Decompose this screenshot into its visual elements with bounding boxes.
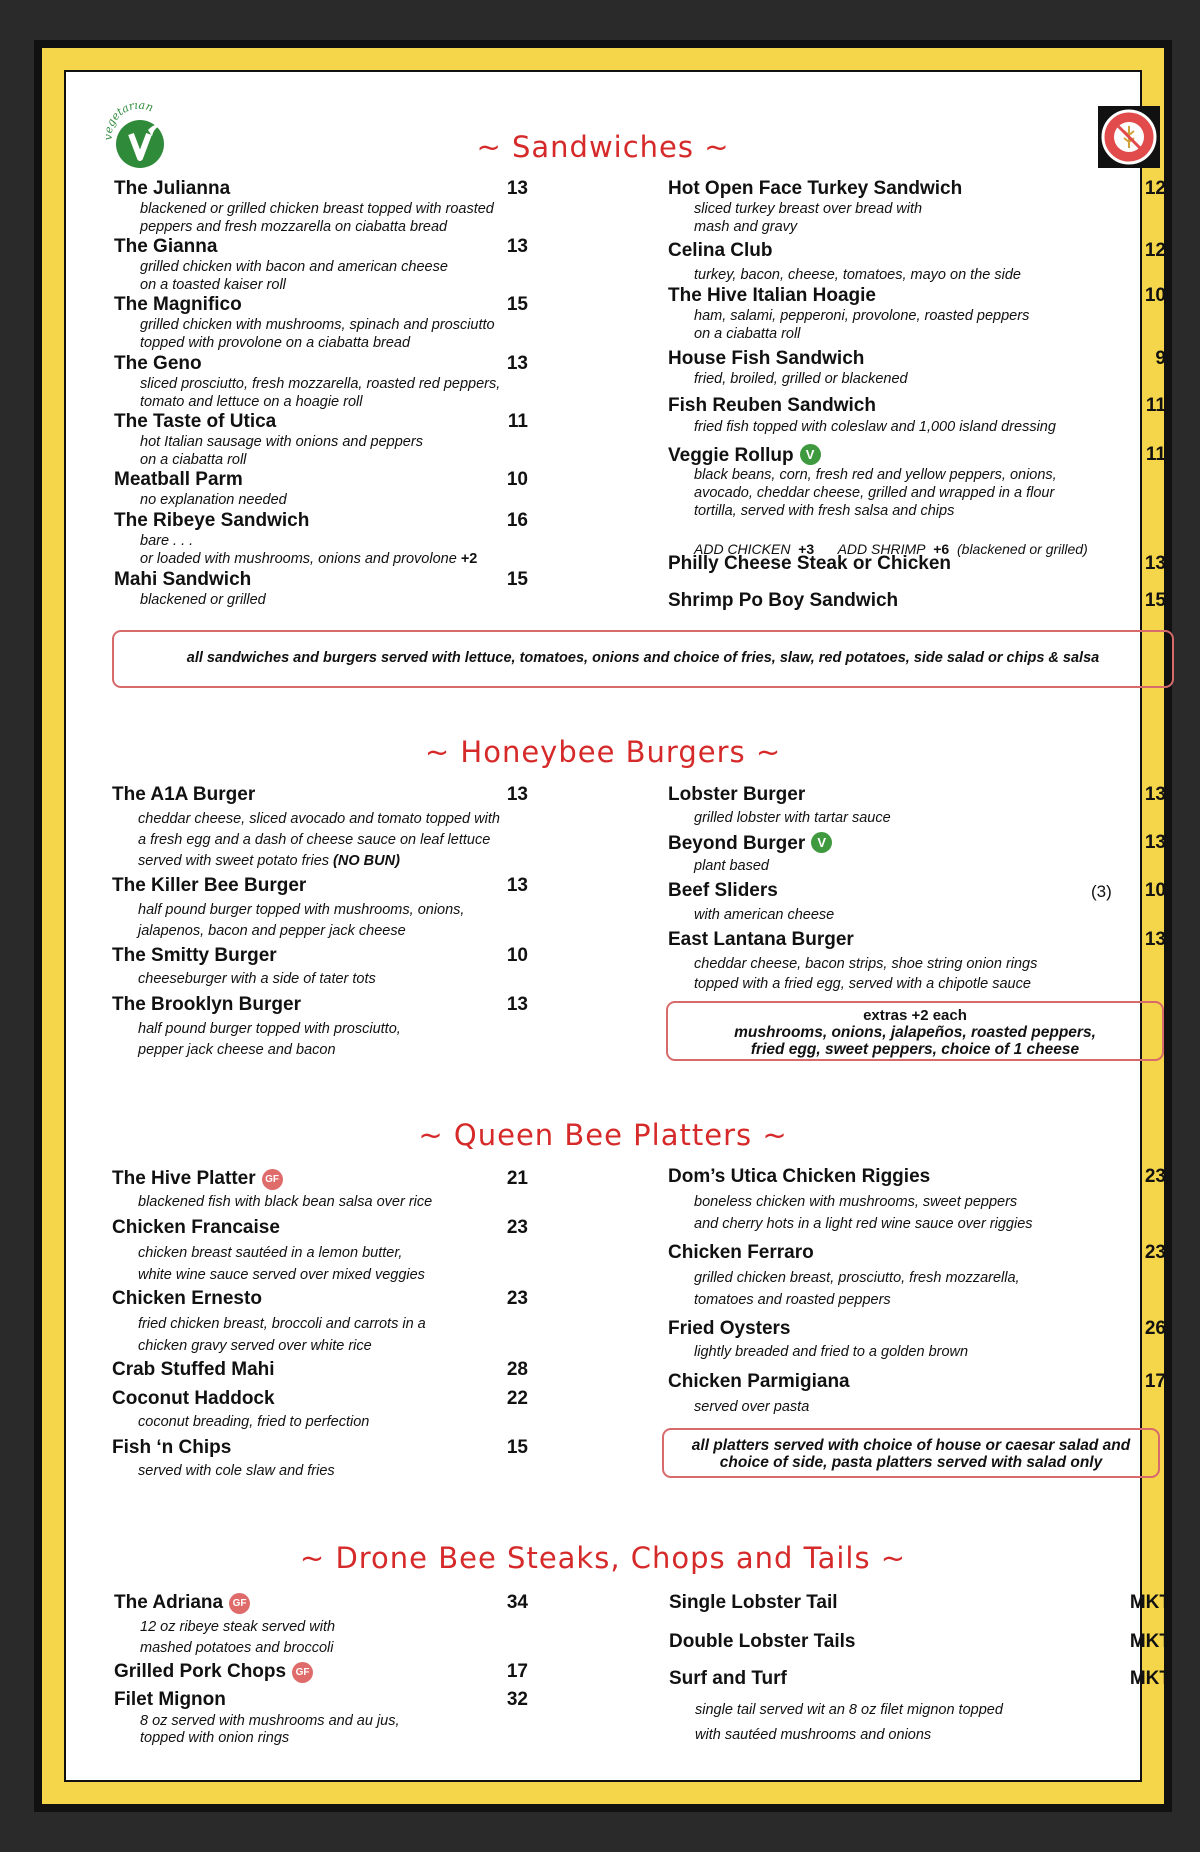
price: 23 (506, 1288, 528, 1309)
item-the-julianna: The Julianna (114, 178, 231, 199)
item-veggie-rollup: Veggie Rollup V (668, 444, 821, 467)
gluten-free-icon: GF (292, 1662, 313, 1683)
price: 13 (506, 875, 528, 896)
item-coconut-haddock: Coconut Haddock (112, 1388, 275, 1409)
slider-quantity: (3) (1091, 882, 1112, 901)
price: 21 (506, 1168, 528, 1189)
price: 15 (1144, 590, 1166, 611)
item-hive-platter: The Hive Platter GF (112, 1168, 283, 1190)
item-taste-of-utica: The Taste of Utica (114, 411, 277, 432)
price: 28 (506, 1359, 528, 1380)
sandwiches-note: all sandwiches and burgers served with lettuce, tomatoes, onions and choice of fries, slaw, red potatoes, side salad or chips & salsa (112, 630, 1174, 688)
item-chicken-parmigiana: Chicken Parmigiana (668, 1371, 850, 1392)
item-desc: 8 oz served with mushrooms and au jus, topped with onion rings (140, 1713, 400, 1746)
price: 10 (1144, 880, 1166, 901)
price: MKT (1129, 1631, 1171, 1652)
item-utica-chicken-riggies: Dom’s Utica Chicken Riggies (668, 1166, 931, 1187)
item-meatball-parm: Meatball Parm (114, 469, 243, 490)
price: 15 (506, 294, 528, 315)
item-smitty-burger: The Smitty Burger (112, 945, 277, 966)
platters-title: ~ Queen Bee Platters ~ (418, 1118, 788, 1152)
item-desc: black beans, corn, fresh red and yellow peppers, onions, avocado, cheddar cheese, grilled and wrapped in a flour tortilla, served with fresh salsa and chips (694, 467, 1057, 519)
item-a1a-burger: The A1A Burger (112, 784, 256, 805)
item-mahi-sandwich: Mahi Sandwich (114, 569, 252, 590)
item-desc: single tail served wit an 8 oz filet mignon topped with sautéed mushrooms and onions (695, 1702, 1003, 1743)
item-beef-sliders: Beef Sliders (668, 880, 778, 901)
extra-price: +2 (460, 551, 478, 567)
item-desc: turkey, bacon, cheese, tomatoes, mayo on the side (694, 267, 1021, 283)
item-brooklyn-burger: The Brooklyn Burger (112, 994, 301, 1015)
extras-list: mushrooms, onions, jalapeños, roasted peppers, fried egg, sweet peppers, choice of 1 cheese (734, 1024, 1096, 1058)
item-desc: sliced turkey breast over bread with mash and gravy (694, 201, 923, 235)
item-fish-n-chips: Fish ‘n Chips (112, 1437, 232, 1458)
price: 10 (506, 469, 528, 490)
price: 13 (506, 178, 528, 199)
price: 32 (506, 1689, 528, 1710)
item-desc: half pound burger topped with prosciutto, pepper jack cheese and bacon (138, 1021, 401, 1058)
price: 13 (506, 236, 528, 257)
price: 15 (506, 569, 528, 590)
item-italian-hoagie: The Hive Italian Hoagie (668, 285, 876, 306)
item-the-magnifico: The Magnifico (114, 294, 242, 315)
sandwiches-title: ~ Sandwiches ~ (476, 130, 730, 164)
item-desc: with american cheese (694, 907, 835, 923)
item-the-geno: The Geno (114, 353, 202, 374)
item-fish-reuben: Fish Reuben Sandwich (668, 395, 876, 416)
price: 10 (1144, 285, 1166, 306)
item-desc: grilled chicken breast, prosciutto, fresh mozzarella, tomatoes and roasted peppers (694, 1270, 1020, 1308)
burgers-title: ~ Honeybee Burgers ~ (424, 735, 782, 769)
item-grilled-pork-chops: Grilled Pork Chops GF (114, 1661, 313, 1683)
item-desc: served over pasta (694, 1399, 810, 1415)
price: 17 (506, 1661, 528, 1682)
menu-frame (34, 40, 1172, 1812)
item-chicken-francaise: Chicken Francaise (112, 1217, 280, 1238)
price: 16 (506, 510, 528, 531)
item-desc: or loaded with mushrooms, onions and provolone +2 (140, 551, 478, 567)
item-desc: grilled chicken with mushrooms, spinach and prosciutto topped with provolone on a ciabatta bread (140, 317, 495, 351)
item-desc: lightly breaded and fried to a golden brown (694, 1344, 969, 1360)
item-turkey-sandwich: Hot Open Face Turkey Sandwich (668, 178, 963, 199)
price: 9 (1155, 348, 1166, 369)
item-desc: bare . . . (140, 533, 194, 549)
item-filet-mignon: Filet Mignon (114, 1689, 226, 1710)
item-desc: grilled chicken with bacon and american cheese on a toasted kaiser roll (140, 259, 448, 293)
price: 13 (1144, 832, 1166, 853)
menu-page (64, 70, 1171, 1782)
price: 17 (1144, 1371, 1166, 1392)
price: 13 (506, 784, 528, 805)
item-celina-club: Celina Club (668, 240, 773, 261)
item-the-adriana: The Adriana GF (114, 1592, 250, 1614)
item-desc: 12 oz ribeye steak served with mashed potatoes and broccoli (140, 1619, 336, 1656)
item-desc: fried fish topped with coleslaw and 1,000 island dressing (694, 419, 1056, 435)
price: 12 (1144, 240, 1166, 261)
price: 23 (1144, 1242, 1166, 1263)
item-desc: chicken breast sautéed in a lemon butter, white wine sauce served over mixed veggies (138, 1245, 425, 1283)
price: 26 (1144, 1318, 1166, 1339)
item-desc: boneless chicken with mushrooms, sweet peppers and cherry hots in a light red wine sauce over riggies (694, 1194, 1033, 1232)
price: 10 (506, 945, 528, 966)
item-desc: ham, salami, pepperoni, provolone, roasted peppers on a ciabatta roll (694, 308, 1030, 342)
price: MKT (1129, 1668, 1171, 1689)
gluten-free-icon: GF (262, 1169, 283, 1190)
price: MKT (1129, 1592, 1171, 1613)
item-desc: blackened fish with black bean salsa over rice (138, 1194, 433, 1210)
svg-text:vegetarian: getarian (104, 102, 156, 129)
item-desc: hot Italian sausage with onions and peppers on a ciabatta roll (140, 434, 423, 468)
price: 11 (507, 411, 528, 432)
item-desc: half pound burger topped with mushrooms, onions, jalapenos, bacon and pepper jack cheese (138, 902, 465, 939)
price: 13 (1144, 553, 1166, 574)
steaks-title: ~ Drone Bee Steaks, Chops and Tails ~ (299, 1541, 907, 1575)
item-double-lobster-tails: Double Lobster Tails (669, 1631, 856, 1652)
price: 13 (506, 353, 528, 374)
item-surf-and-turf: Surf and Turf (669, 1668, 787, 1689)
item-desc: no explanation needed (140, 492, 287, 508)
platters-note: all platters served with choice of house or caesar salad and choice of side, pasta platters served with salad only (662, 1428, 1160, 1478)
price: 22 (506, 1388, 528, 1409)
price: 23 (506, 1217, 528, 1238)
extras-title: extras +2 each (863, 1007, 967, 1024)
item-ribeye-sandwich: The Ribeye Sandwich (114, 510, 310, 531)
price: 13 (1144, 784, 1166, 805)
item-desc: blackened or grilled (140, 592, 266, 608)
item-desc: cheeseburger with a side of tater tots (138, 971, 376, 987)
item-desc: fried, broiled, grilled or blackened (694, 371, 908, 387)
item-desc: blackened or grilled chicken breast topped with roasted peppers and fresh mozzarella on ciabatta bread (140, 201, 494, 235)
item-chicken-ernesto: Chicken Ernesto (112, 1288, 262, 1309)
price: 15 (506, 1437, 528, 1458)
item-desc: cheddar cheese, bacon strips, shoe string onion rings topped with a fried egg, served with a chipotle sauce (694, 956, 1038, 992)
price: 34 (506, 1592, 528, 1613)
item-beyond-burger: Beyond Burger V (668, 832, 832, 855)
item-chicken-ferraro: Chicken Ferraro (668, 1242, 814, 1263)
item-fried-oysters: Fried Oysters (668, 1318, 791, 1339)
item-east-lantana-burger: East Lantana Burger (668, 929, 854, 950)
item-philly-cheese-steak: Philly Cheese Steak or Chicken (668, 553, 952, 574)
addon-line: ADD CHICKEN +3 ADD SHRIMP +6 (blackened or grilled) (694, 541, 1088, 557)
item-desc: fried chicken breast, broccoli and carrots in a chicken gravy served over white rice (138, 1316, 426, 1354)
item-shrimp-po-boy: Shrimp Po Boy Sandwich (668, 590, 899, 611)
price: 13 (506, 994, 528, 1015)
item-single-lobster-tail: Single Lobster Tail (669, 1592, 838, 1613)
price: 13 (1144, 929, 1166, 950)
item-desc: grilled lobster with tartar sauce (694, 810, 891, 826)
item-killer-bee-burger: The Killer Bee Burger (112, 875, 307, 896)
item-crab-stuffed-mahi: Crab Stuffed Mahi (112, 1359, 275, 1380)
price: 23 (1144, 1166, 1166, 1187)
item-desc: cheddar cheese, sliced avocado and tomato topped with a fresh egg and a dash of cheese sauce on leaf lettuce served with sweet potato fries (NO BUN) (138, 811, 500, 869)
vegetarian-icon: V (811, 832, 832, 853)
item-lobster-burger: Lobster Burger (668, 784, 806, 805)
item-desc: sliced prosciutto, fresh mozzarella, roasted red peppers, tomato and lettuce on a hoagie roll (140, 376, 501, 410)
gluten-free-icon: GF (229, 1593, 250, 1614)
price: 12 (1144, 178, 1166, 199)
item-house-fish-sandwich: House Fish Sandwich (668, 348, 865, 369)
price: 11 (1145, 444, 1166, 465)
item-desc: coconut breading, fried to perfection (138, 1414, 370, 1430)
burger-extras-box (666, 1001, 1164, 1061)
price: 11 (1145, 395, 1166, 416)
item-desc: served with cole slaw and fries (138, 1463, 335, 1479)
vegetarian-icon: V (800, 444, 821, 465)
item-desc: plant based (694, 858, 769, 874)
yellow-border (42, 48, 1171, 1804)
item-the-gianna: The Gianna (114, 236, 218, 257)
